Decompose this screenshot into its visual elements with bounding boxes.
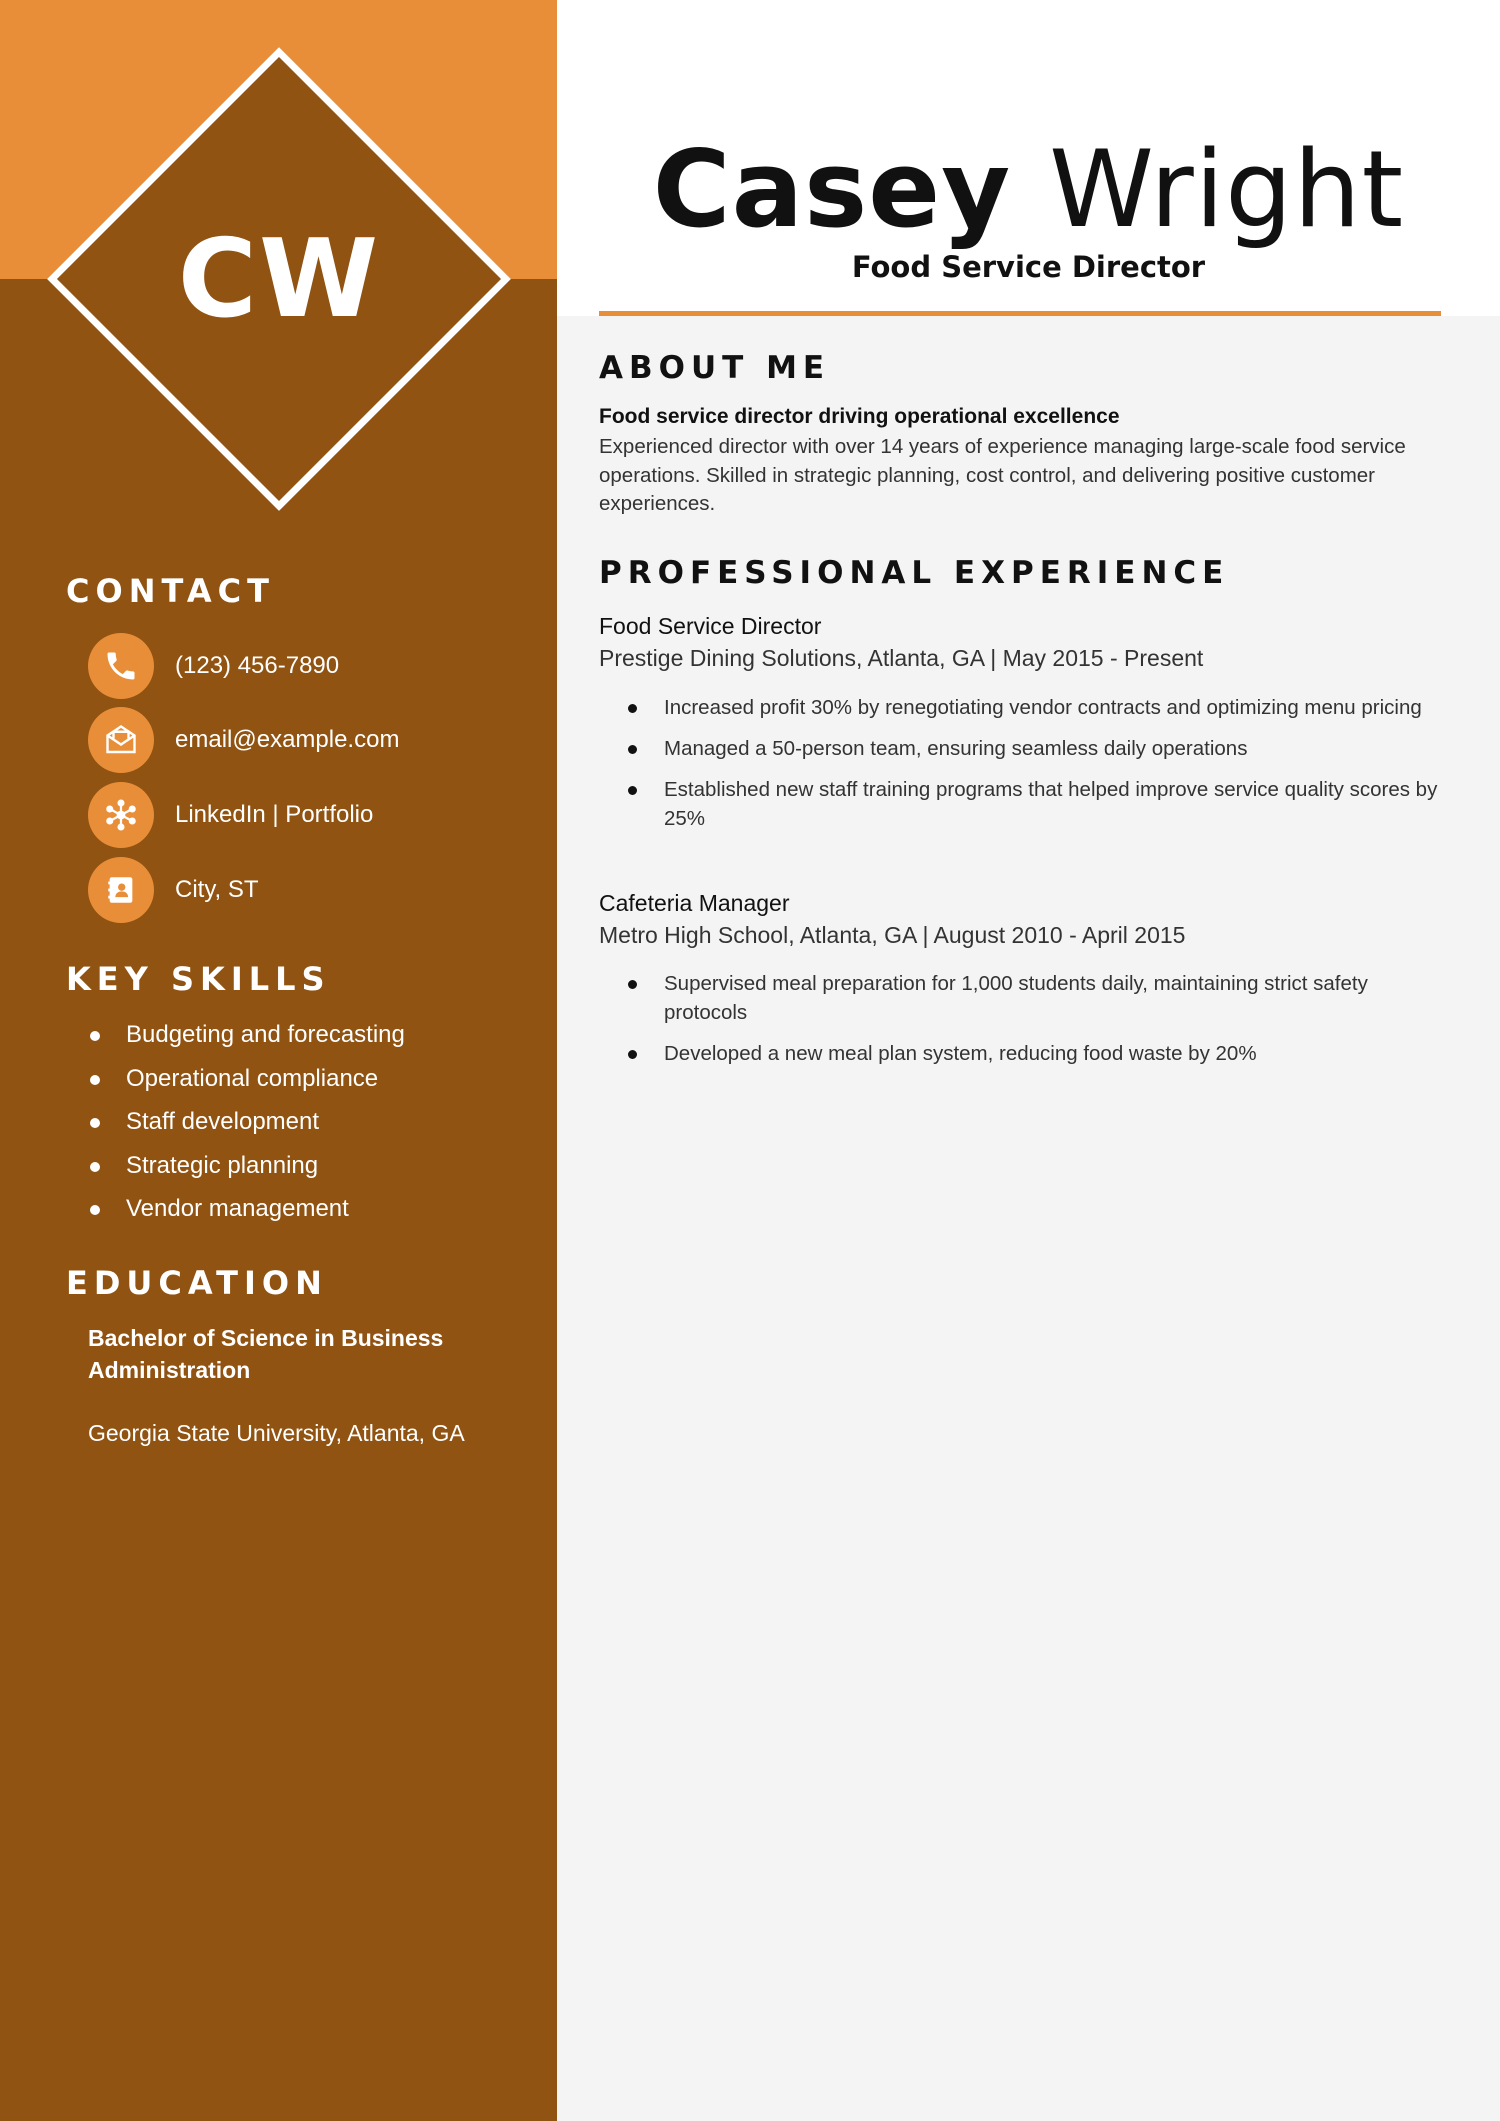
first-name: Casey [652, 128, 1012, 251]
about-heading: ABOUT ME [599, 350, 831, 386]
job-bullet: Supervised meal preparation for 1,000 students daily, maintaining strict safety protocols [628, 969, 1438, 1027]
contact-links-text: LinkedIn | Portfolio [175, 801, 374, 828]
job-bullet: Increased profit 30% by renegotiating vendor contracts and optimizing menu pricing [628, 693, 1438, 722]
contact-phone-text: (123) 456-7890 [175, 652, 340, 679]
job-company: Prestige Dining Solutions, Atlanta, GA | May 2015 - Present [599, 645, 1204, 671]
contact-location-text: City, ST [175, 876, 259, 903]
education-heading: EDUCATION [66, 1264, 328, 1302]
skill-item: Operational compliance [88, 1061, 405, 1105]
job-bullet: Established new staff training programs that helped improve service quality scores by 25% [628, 775, 1438, 833]
skills-heading: KEY SKILLS [66, 960, 331, 998]
monogram-initials: CW [177, 216, 381, 342]
skills-list [88, 1017, 405, 1235]
contact-links[interactable] [88, 782, 373, 848]
skill-item: Budgeting and forecasting [88, 1017, 405, 1061]
education-school: Georgia State University, Atlanta, GA [88, 1420, 465, 1446]
skill-item: Vendor management [88, 1191, 405, 1235]
contact-email[interactable] [88, 707, 399, 773]
about-headline: Food service director driving operational excellence [599, 405, 1120, 428]
about-text: Experienced director with over 14 years of experience managing large-scale food service operations. Skilled in strategic planning, cost control, and delivering positive customer experiences. [599, 435, 1406, 515]
phone-icon [88, 633, 154, 699]
job-role: Food Service Director [599, 613, 822, 639]
job-role: Cafeteria Manager [599, 890, 790, 916]
education-degree: Bachelor of Science in Business Administration [88, 1325, 444, 1383]
network-icon [88, 782, 154, 848]
skill-item: Staff development [88, 1104, 405, 1148]
job-bullet: Developed a new meal plan system, reducing food waste by 20% [628, 1039, 1438, 1068]
address-book-icon [88, 857, 154, 923]
contact-phone [88, 633, 339, 699]
candidate-name [557, 128, 1500, 252]
job-bullets [628, 969, 1438, 1080]
job-bullets [628, 693, 1438, 845]
job-bullet: Managed a 50-person team, ensuring seamless daily operations [628, 734, 1438, 763]
last-name: Wright [1049, 128, 1405, 251]
header-divider [599, 311, 1441, 316]
monogram [47, 47, 511, 511]
job-title: Food Service Director [851, 250, 1206, 284]
contact-heading: CONTACT [66, 572, 275, 610]
job-company: Metro High School, Atlanta, GA | August 2010 - April 2015 [599, 922, 1186, 948]
email-icon [88, 707, 154, 773]
experience-heading: PROFESSIONAL EXPERIENCE [599, 555, 1230, 591]
contact-location [88, 857, 259, 923]
skill-item: Strategic planning [88, 1148, 405, 1192]
contact-email-text: email@example.com [175, 726, 400, 753]
